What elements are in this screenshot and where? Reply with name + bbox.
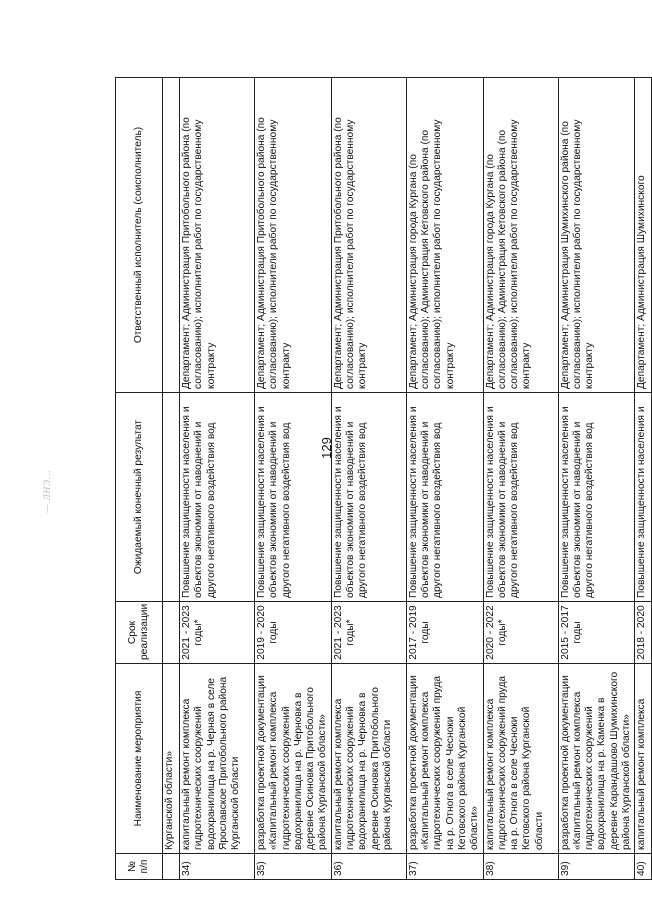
row-result: Повышение защищенности населения и объектов экономики от наводнений и другого негативного воздействия вод (558, 393, 635, 602)
row-term: 2020 - 2022 годы* (483, 602, 558, 664)
header-name: Наименование мероприятия (116, 664, 163, 854)
header-result: Ожидаемый конечный результат (116, 393, 163, 602)
row-executor: Департамент; Администрация Притобольного района (по согласованию); исполнители работ по государственному контракту (331, 78, 406, 393)
row-result: Повышение защищенности населения и объектов экономики от наводнений и другого негативного воздействия вод (483, 393, 558, 602)
region-cell: Курганской области» (163, 664, 180, 854)
row-result: Повышение защищенности населения и объектов экономики от наводнений и другого негативного воздействия вод (406, 393, 483, 602)
row-num: 38) (483, 854, 558, 880)
row-num: 35) (255, 854, 332, 880)
rotated-table-container (115, 78, 648, 880)
row-term: 2021 - 2023 годы* (180, 602, 255, 664)
row-term: 2018 - 2020 (635, 602, 652, 664)
row-term: 2017 - 2019 годы (406, 602, 483, 664)
row-num: 40) (635, 854, 652, 880)
row-num: 36) (331, 854, 406, 880)
row-term: 2021 - 2023 годы* (331, 602, 406, 664)
row-name: капитальный ремонт комплекса гидротехнических сооружений водохранилища на р. Черновка в деревне Осиновка Притобольного района Курганской области (331, 664, 406, 854)
row-name: капитальный ремонт комплекса (635, 664, 652, 854)
table-row (406, 78, 483, 880)
row-result: Повышение защищенности населения и объектов экономики от наводнений и другого негативного воздействия вод (180, 393, 255, 602)
row-executor: Департамент; Администрация Притобольного района (по согласованию); исполнители работ по государственному контракту (255, 78, 332, 393)
row-executor: Департамент; Администрация города Кургана (по согласованию); Администрация Кетовского района (по согласованию); исполнители работ по государственному контракту (483, 78, 558, 393)
row-result: Повышение защищенности населения и (635, 393, 652, 602)
row-name: разработка проектной документации «Капитальный ремонт комплекса гидротехнических сооружений водохранилища на р. Черновка в деревне Осиновка Притобольного района Курганской области» (255, 664, 332, 854)
row-name: разработка проектной документации «Капитальный ремонт комплекса гидротехнических сооружений водохранилища на р. Каменка в деревне Карандашово Шумихинского района Курганской области» (558, 664, 635, 854)
table-row (331, 78, 406, 880)
header-num: № п/п (116, 854, 163, 880)
table-row (483, 78, 558, 880)
table-row (255, 78, 332, 880)
header-executor: Ответственный исполнитель (соисполнитель) (116, 78, 163, 393)
page-number: 129 (319, 437, 334, 459)
row-num: 37) (406, 854, 483, 880)
row-num: 39) (558, 854, 635, 880)
table-row (558, 78, 635, 880)
row-executor: Департамент; Администрация Шумихинского (635, 78, 652, 393)
row-name: капитальный ремонт комплекса гидротехнических сооружений пруда на р. Отнога в селе Чесноки Кетовского района Курганской области (483, 664, 558, 854)
region-continuation-row (163, 78, 180, 880)
row-term: 2015 - 2017 годы (558, 602, 635, 664)
row-executor: Департамент; Администрация города Кургана (по согласованию); Администрация Кетовского района (по согласованию); исполнители работ по государственному контракту (406, 78, 483, 393)
table-row (180, 78, 255, 880)
faint-stamp: —.ЛНЭ... (42, 469, 52, 513)
row-name: разработка проектной документации «Капитальный ремонт комплекса гидротехнических сооружений пруда на р. Отнога в селе Чесноки Кетовского района Курганской области» (406, 664, 483, 854)
row-executor: Департамент; Администрация Шумихинского района (по согласованию); исполнители работ по государственному контракту (558, 78, 635, 393)
row-result: Повышение защищенности населения и объектов экономики от наводнений и другого негативного воздействия вод (331, 393, 406, 602)
row-result: Повышение защищенности населения и объектов экономики от наводнений и другого негативного воздействия вод (255, 393, 332, 602)
row-term: 2019 - 2020 годы (255, 602, 332, 664)
table-header-row (116, 78, 163, 880)
measures-table (115, 77, 652, 880)
row-executor: Департамент; Администрация Притобольного района (по согласованию); исполнители работ по государственному контракту (180, 78, 255, 393)
header-term: Срок реализации (116, 602, 163, 664)
table-row (635, 78, 652, 880)
row-num: 34) (180, 854, 255, 880)
row-name: капитальный ремонт комплекса гидротехнических сооружений водохранилища на р. Черная в селе Ярославское Притобольного района Курганской области (180, 664, 255, 854)
